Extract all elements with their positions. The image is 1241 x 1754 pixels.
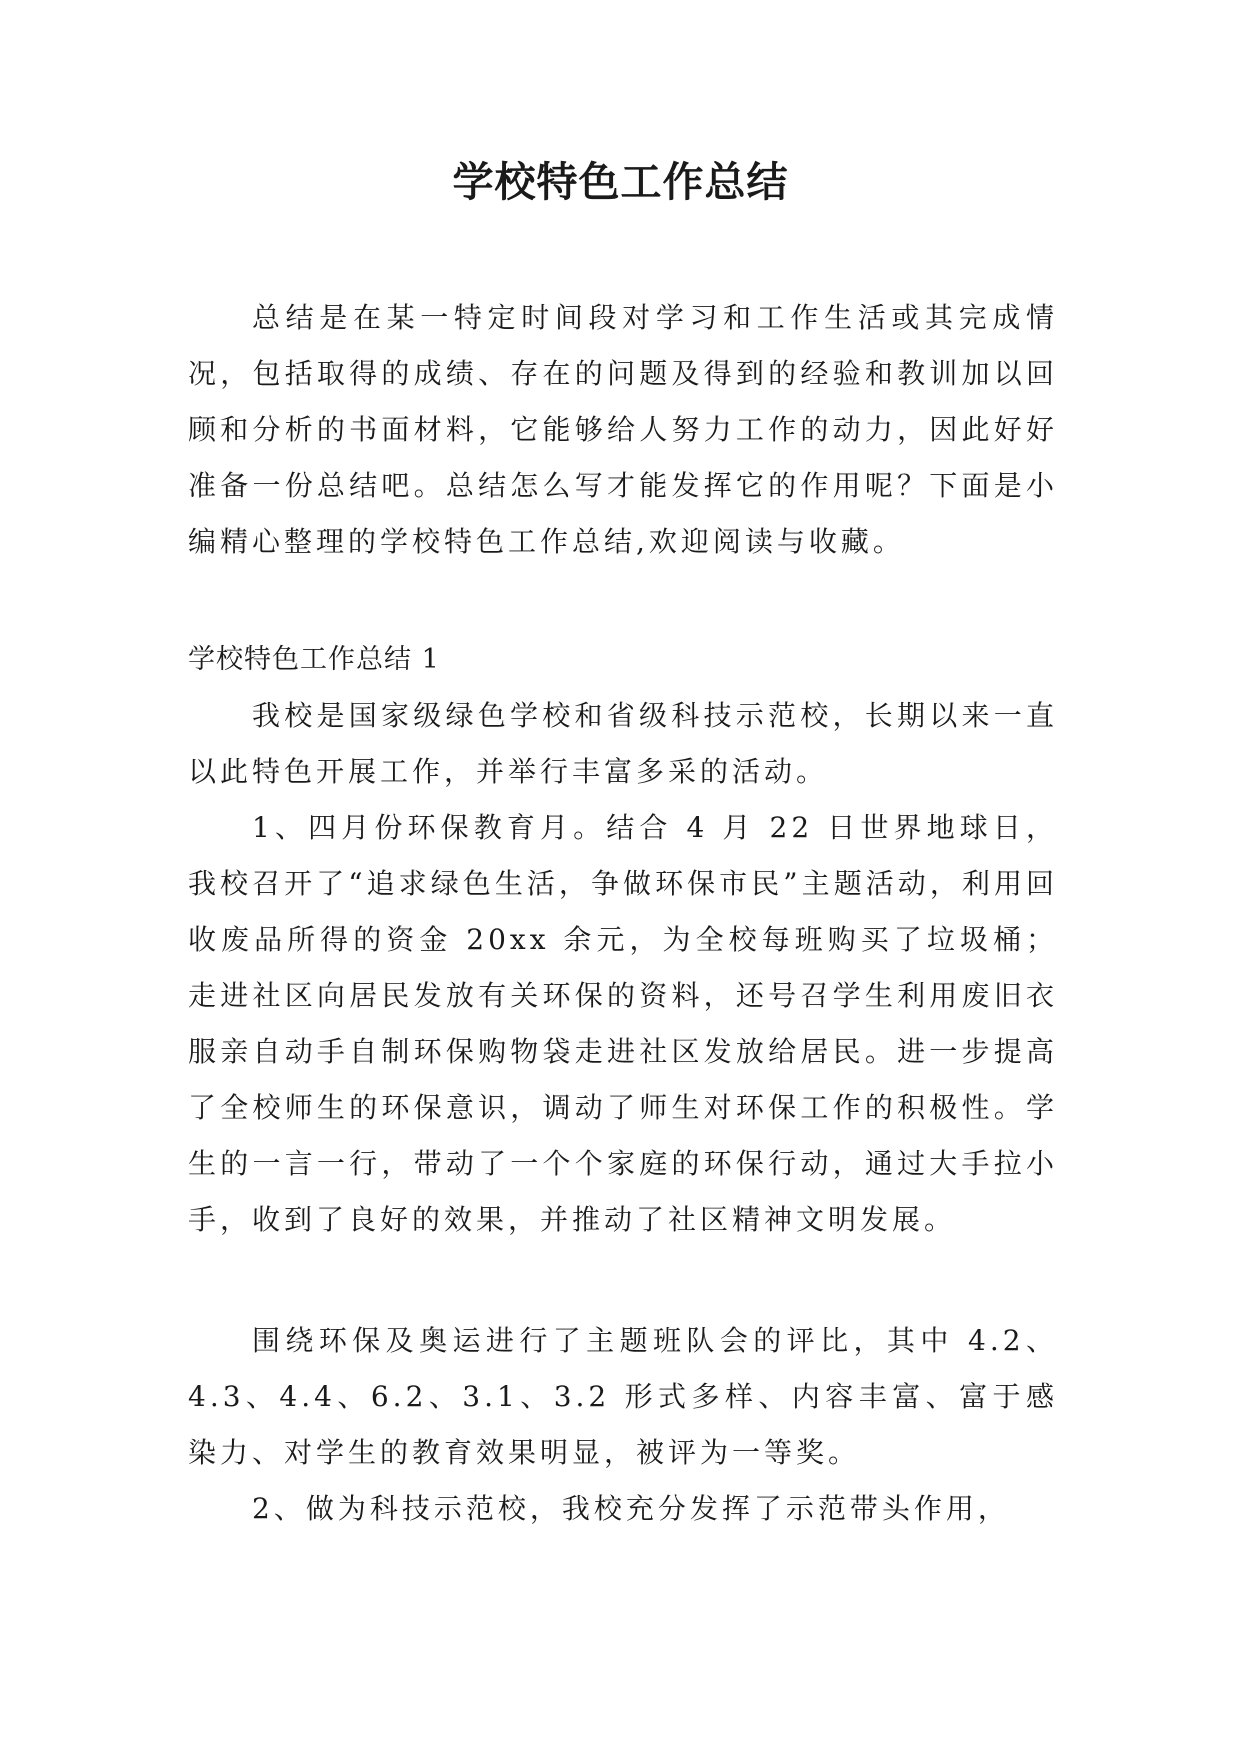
section-heading: 学校特色工作总结 1 xyxy=(188,644,440,675)
document-title: 学校特色工作总结 xyxy=(452,158,789,206)
body-paragraph-1: 我校是国家级绿色学校和省级科技示范校，长期以来一直以此特色开展工作，并举行丰富多采的活动。 xyxy=(188,699,1058,788)
body-paragraph-3: 围绕环保及奥运进行了主题班队会的评比，其中 4.2、4.3、4.4、6.2、3.1、3.2 形式多样、内容丰富、富于感染力、对学生的教育效果明显，被评为一等奖。 xyxy=(188,1324,1058,1469)
intro-paragraph: 总结是在某一特定时间段对学习和工作生活或其完成情况，包括取得的成绩、存在的问题及得到的经验和教训加以回顾和分析的书面材料，它能够给人努力工作的动力，因此好好准备一份总结吧。总结怎么写才能发挥它的作用呢？下面是小编精心整理的学校特色工作总结,欢迎阅读与收藏。 xyxy=(188,301,1058,558)
body-paragraph-2: 1、四月份环保教育月。结合 4 月 22 日世界地球日，我校召开了“追求绿色生活，争做环保市民”主题活动，利用回收废品所得的资金 20xx 余元，为全校每班购买了垃圾桶；走进社区向居民发放有关环保的资料，还号召学生利用废旧衣服亲自动手自制环保购物袋走进社区发放给居民。进一步提高了全校师生的环保意识，调动了师生对环保工作的积极性。学生的一言一行，带动了一个个家庭的环保行动，通过大手拉小手，收到了良好的效果，并推动了社区精神文明发展。 xyxy=(188,811,1058,1236)
body-paragraph-4: 2、做为科技示范校，我校充分发挥了示范带头作用， xyxy=(252,1492,1010,1525)
